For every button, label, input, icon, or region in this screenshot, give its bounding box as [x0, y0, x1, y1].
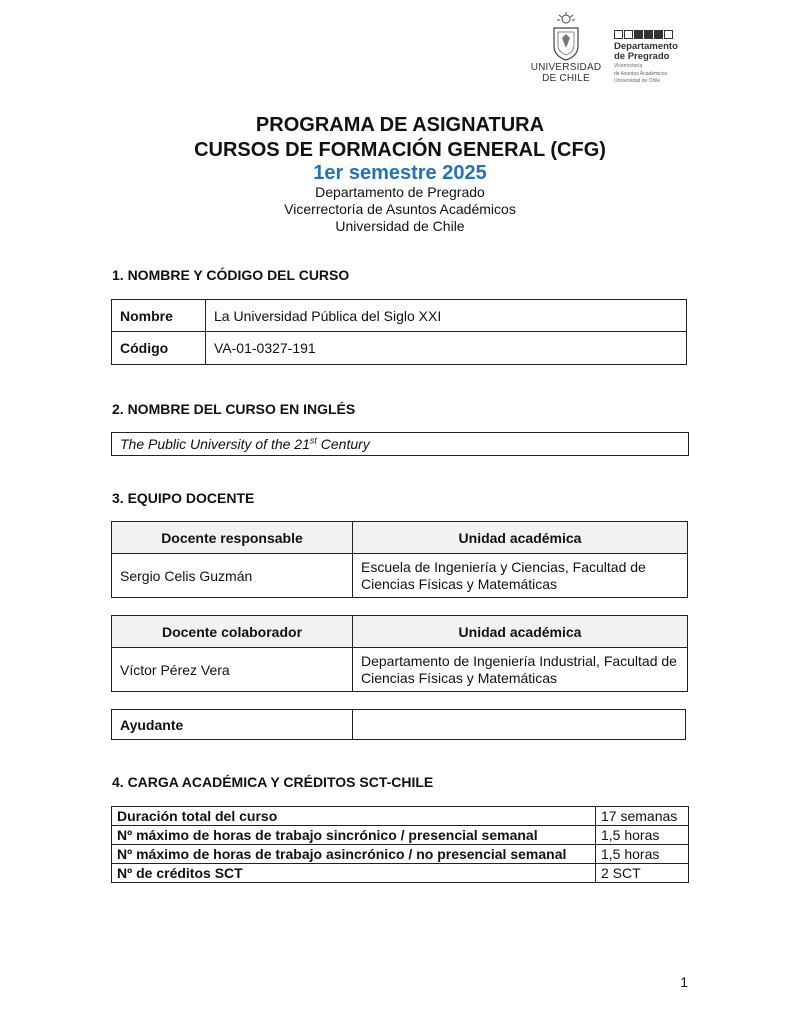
squares-icon — [614, 30, 704, 39]
table-row — [112, 554, 688, 598]
header-department: Departamento de Pregrado — [315, 184, 485, 200]
carga-label: Nº máximo de horas de trabajo sincrónico / presencial semanal — [112, 826, 596, 845]
responsable-header: Docente responsable — [112, 522, 353, 554]
table-row — [112, 433, 689, 456]
dep-logo-sub3: Universidad de Chile — [614, 78, 661, 84]
english-name-table — [111, 432, 689, 456]
table-row — [112, 845, 689, 864]
english-name-post: Century — [316, 436, 370, 452]
colaborador-header: Docente colaborador — [112, 616, 353, 648]
dep-logo-sub1: Vicerrectoría — [614, 63, 643, 69]
code-value: VA-01-0327-191 — [206, 332, 687, 365]
responsable-table — [111, 521, 688, 598]
table-row — [112, 648, 688, 692]
carga-academica-table — [111, 806, 689, 883]
carga-value: 2 SCT — [596, 864, 689, 883]
colaborador-name: Víctor Pérez Vera — [112, 648, 353, 692]
responsable-name: Sergio Celis Guzmán — [112, 554, 353, 598]
english-name-pre: The Public University of the 21 — [120, 436, 310, 452]
carga-value: 17 semanas — [596, 807, 689, 826]
table-row — [112, 522, 688, 554]
code-label: Código — [112, 332, 206, 365]
english-name-cell — [112, 433, 689, 456]
table-row — [112, 300, 687, 332]
dep-logo-sub2: de Asuntos Académicos — [614, 70, 668, 77]
page-number: 1 — [680, 974, 688, 990]
uchile-name-line1: UNIVERSIDAD — [530, 62, 602, 73]
name-value: La Universidad Pública del Siglo XXI — [206, 300, 687, 332]
ayudante-table — [111, 709, 686, 740]
carga-value: 1,5 horas — [596, 845, 689, 864]
english-name-sup: st — [309, 435, 317, 446]
uchile-name-line2: DE CHILE — [542, 73, 590, 84]
carga-label: Nº máximo de horas de trabajo asincrónico / no presencial semanal — [112, 845, 596, 864]
table-row — [112, 616, 688, 648]
ayudante-value — [353, 710, 686, 740]
course-name-code-table — [111, 299, 687, 365]
responsable-unit: Escuela de Ingeniería y Ciencias, Facultad de Ciencias Físicas y Matemáticas — [353, 554, 688, 598]
table-row — [112, 332, 687, 365]
section1-heading: 1. NOMBRE Y CÓDIGO DEL CURSO — [112, 267, 350, 283]
section4-heading: 4. CARGA ACADÉMICA Y CRÉDITOS SCT-CHILE — [112, 774, 434, 790]
dep-logo-line1: Departamento — [614, 41, 678, 52]
carga-label: Nº de créditos SCT — [112, 864, 596, 883]
colaborador-unit: Departamento de Ingeniería Industrial, Facultad de Ciencias Físicas y Matemáticas — [353, 648, 688, 692]
carga-label: Duración total del curso — [112, 807, 596, 826]
section2-heading: 2. NOMBRE DEL CURSO EN INGLÉS — [112, 401, 356, 417]
title-line2: CURSOS DE FORMACIÓN GENERAL (CFG) — [194, 139, 606, 161]
crest-icon — [549, 12, 583, 62]
unidad-header: Unidad académica — [353, 522, 688, 554]
title-line1: PROGRAMA DE ASIGNATURA — [255, 114, 545, 136]
dep-logo-line2: de Pregrado — [614, 51, 670, 62]
header-vicerrectoria: Vicerrectoría de Asuntos Académicos — [284, 201, 516, 217]
table-row — [112, 864, 689, 883]
semester-title: 1er semestre 2025 — [313, 162, 487, 184]
carga-value: 1,5 horas — [596, 826, 689, 845]
departamento-pregrado-logo — [614, 30, 704, 85]
table-row — [112, 826, 689, 845]
colaborador-table — [111, 615, 688, 692]
name-label: Nombre — [112, 300, 206, 332]
unidad-header-2: Unidad académica — [353, 616, 688, 648]
table-row — [112, 710, 686, 740]
header-university: Universidad de Chile — [335, 218, 465, 234]
section3-heading: 3. EQUIPO DOCENTE — [112, 490, 255, 506]
ayudante-label: Ayudante — [112, 710, 353, 740]
universidad-de-chile-logo — [528, 12, 604, 86]
table-row — [112, 807, 689, 826]
